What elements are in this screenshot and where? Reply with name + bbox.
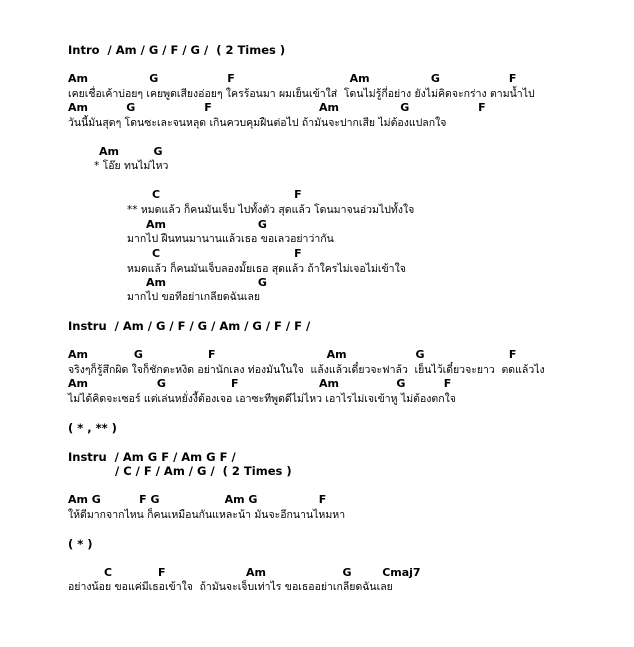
bridge-lyric: ให้ดีมากจากไหน ก็คนเหมือนกันแหละน้า มันจะอีกนานไหมหา (68, 509, 346, 521)
outro-lyric: อย่างน้อย ขอแค่มีเธอเข้าใจ ถ้ามันจะเจ็บเท่าไร ขอเธออย่าเกลียดฉันเลย (68, 581, 393, 593)
bridge-chords: Am G F G Am G F (68, 493, 327, 506)
verse2-chords-2: Am G F Am G F (68, 377, 452, 390)
chorus-chords-1: C F (152, 188, 302, 201)
instru-line-2: Instru / Am G F / Am G F / (68, 450, 236, 464)
chorus-lyric-4: มากไป ขอทีอย่าเกลียดฉันเลย (127, 291, 261, 303)
verse1-chords-1: Am G F Am G F (68, 72, 517, 85)
chorus-lyric-2: มากไป ฝืนทนมานานแล้วเธอ ขอเลวอย่าว่ากัน (127, 233, 334, 245)
chorus-chords-3: C F (152, 247, 302, 260)
chorus-chords-4: Am G (146, 276, 267, 289)
verse2-chords-1: Am G F Am G F (68, 348, 517, 361)
verse1-lyric-2: วันนี้มันสุดๆ โดนซะเละจนหลุด เกินควบคุมฝืนต่อไป ถ้ามันจะปากเสีย ไม่ต้องแปลกใจ (68, 117, 447, 129)
verse2-lyric-1: จริงๆก็รู้สึกผิด ใจก็ชักตะหงิด อย่านักเลง ท่องมันในใจ แล้งแล้วเดี๋ยวจะฟาล้ว เย็นไว้เดี๋ยวจะยาว ตดแล้วไง (68, 364, 545, 376)
chorus-lyric-3: หมดแล้ว ก็คนมันเจ็บลองมั้ยเธอ สุดแล้ว ถ้าใครไม่เจอไม่เข้าใจ (127, 263, 406, 275)
outro-chords: C F Am G Cmaj7 (104, 566, 421, 579)
prechorus-lyric: * โอ๊ย ทนไม่ไหว (94, 160, 169, 172)
repeat-marker-1: ( * , ** ) (68, 421, 117, 435)
instru-line-3: / C / F / Am / G / ( 2 Times ) (115, 464, 292, 478)
instru-line-1: Instru / Am / G / F / G / Am / G / F / F / (68, 319, 311, 333)
repeat-marker-2: ( * ) (68, 537, 93, 551)
intro-line: Intro / Am / G / F / G / ( 2 Times ) (68, 43, 286, 57)
verse1-lyric-1: เคยเชื่อเค้าบ่อยๆ เคยพูดเสียงอ่อยๆ ใครร้อนมา ผมเย็นเข้าใส่ โดนไม่รู้กี่อย่าง ยังไม่คิดจะกร่าง ตามน้ำไป (68, 88, 535, 100)
verse2-lyric-2: ไม่ได้คิดจะเซอร์ แต่เล่นหยั่งงี้ต้องเจอ เอาซะทีพูดดีไม่ไหว เอาไรไม่เจเข้าหู ไม่ต้องตกใจ (68, 393, 456, 405)
verse1-chords-2: Am G F Am G F (68, 101, 486, 114)
chorus-chords-2: Am G (146, 218, 267, 231)
chorus-lyric-1: ** หมดแล้ว ก็คนมันเจ็บ ไปทั้งตัว สุดแล้ว โดนมาจนอ่วมไปทั้งใจ (127, 204, 415, 216)
prechorus-chords: Am G (99, 145, 163, 158)
